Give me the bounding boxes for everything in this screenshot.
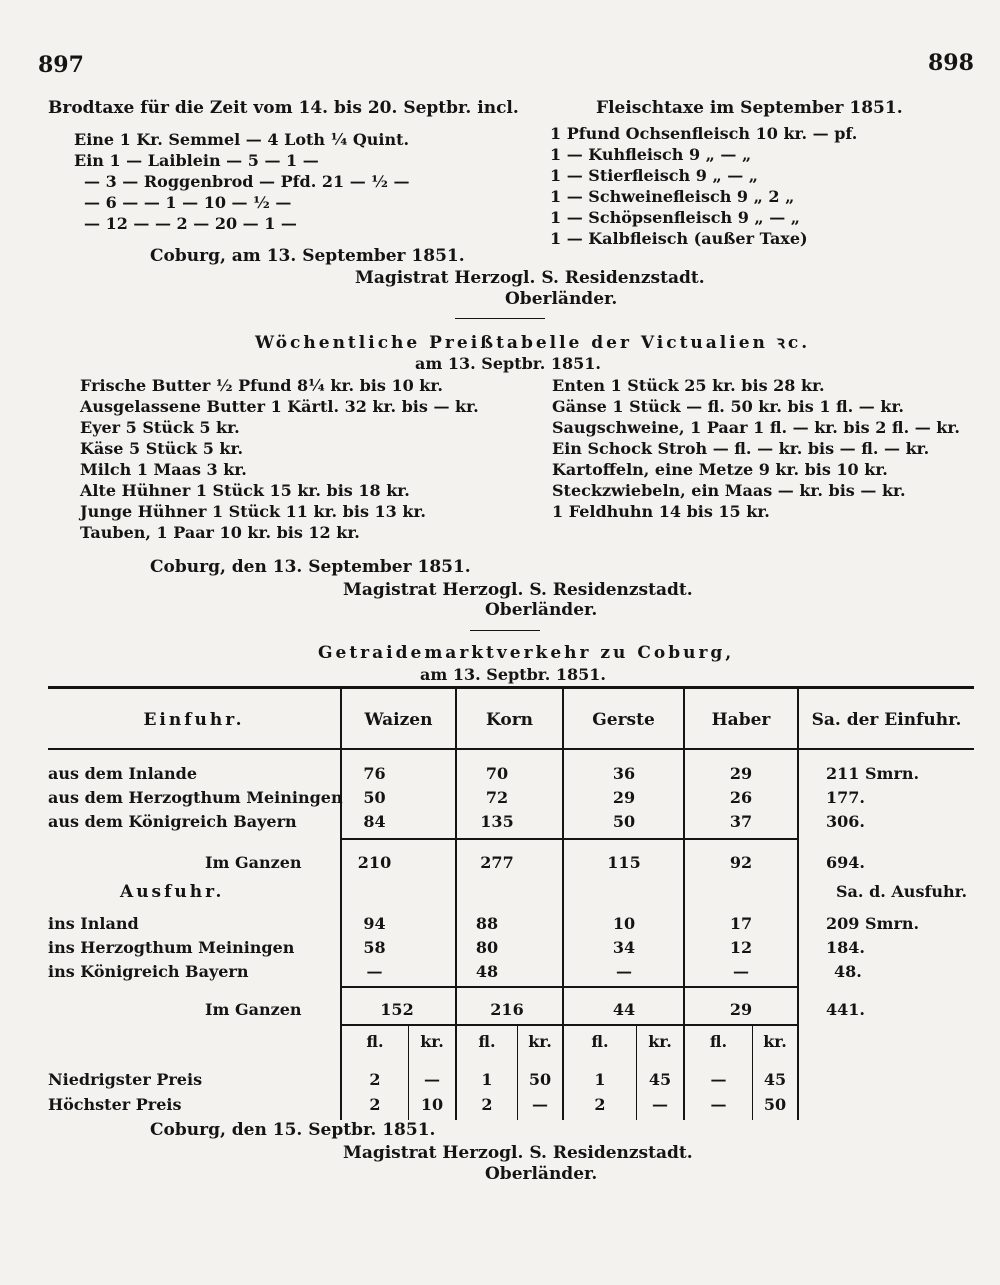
- table-column-rule: [562, 686, 564, 1120]
- section-separator: [455, 318, 545, 319]
- price-cell: 1: [594, 1070, 606, 1089]
- victualien-signature: Oberländer.: [485, 600, 598, 620]
- brodtaxe-title: Brodtaxe für die Zeit vom 14. bis 20. Septbr. incl.: [48, 98, 519, 118]
- cell-sum: 209 Smrn.: [826, 914, 920, 933]
- cell-gerste: 29: [612, 788, 636, 807]
- price-row-label: Niedrigster Preis: [48, 1070, 203, 1089]
- victualien-title: Wöchentliche Preißtabelle der Victualien ꝛc.: [255, 333, 811, 353]
- fleischtaxe-row: 1 — Schöpsenfleisch 9 „ — „: [550, 208, 800, 227]
- fleischtaxe-title: Fleischtaxe im September 1851.: [596, 98, 903, 118]
- victualien-place-date: Coburg, den 13. September 1851.: [150, 557, 471, 577]
- getraide-place-date: Coburg, den 15. Septbr. 1851.: [150, 1120, 436, 1140]
- cell-korn: 70: [485, 764, 509, 783]
- table-column-rule: [340, 686, 342, 1120]
- brodtaxe-row: Ein 1 — Laiblein — 5 — 1 —: [74, 151, 319, 170]
- victualien-left-item: Junge Hühner 1 Stück 11 kr. bis 13 kr.: [80, 502, 426, 521]
- getraide-title: Getraidemarktverkehr zu Coburg,: [318, 643, 735, 663]
- cell-korn: 216: [490, 1000, 524, 1019]
- price-cell: 2: [481, 1095, 493, 1114]
- table-top-rule: [48, 686, 974, 689]
- victualien-right-item: Steckzwiebeln, ein Maas — kr. bis — kr.: [552, 481, 906, 500]
- fleischtaxe-row: 1 — Schweinefleisch 9 „ 2 „: [550, 187, 795, 206]
- cell-sum: 306.: [826, 812, 865, 831]
- price-cell: —: [424, 1070, 440, 1089]
- price-cell: 50: [528, 1070, 552, 1089]
- victualien-right-item: Enten 1 Stück 25 kr. bis 28 kr.: [552, 376, 825, 395]
- cell-gerste: 10: [612, 914, 636, 933]
- subtotal-rule: [342, 986, 797, 988]
- cell-haber: 26: [729, 788, 753, 807]
- cell-haber: 29: [729, 1000, 753, 1019]
- victualien-left-item: Alte Hühner 1 Stück 15 kr. bis 18 kr.: [80, 481, 410, 500]
- cell-gerste: 36: [612, 764, 636, 783]
- price-cell: 1: [481, 1070, 493, 1089]
- victualien-right-item: Saugschweine, 1 Paar 1 fl. — kr. bis 2 fl. — kr.: [552, 418, 960, 437]
- table-column-rule: [455, 686, 457, 1120]
- cell-korn: 135: [480, 812, 514, 831]
- row-label: aus dem Herzogthum Meiningen: [48, 788, 343, 807]
- section-separator: [470, 630, 540, 631]
- victualien-right-item: Kartoffeln, eine Metze 9 kr. bis 10 kr.: [552, 460, 888, 479]
- cell-haber: 12: [729, 938, 753, 957]
- getraide-signature: Oberländer.: [485, 1164, 598, 1184]
- col-header-sum: Sa. der Einfuhr.: [811, 710, 962, 730]
- fleischtaxe-row: 1 Pfund Ochsenfleisch 10 kr. — pf.: [550, 124, 858, 143]
- victualien-left-item: Milch 1 Maas 3 kr.: [80, 460, 247, 479]
- cell-korn: 88: [475, 914, 499, 933]
- row-label: ins Königreich Bayern: [48, 962, 249, 981]
- cell-sum: 184.: [826, 938, 865, 957]
- cell-korn: 48: [475, 962, 499, 981]
- fleischtaxe-row: 1 — Kuhfleisch 9 „ — „: [550, 145, 752, 164]
- cell-gerste: 115: [607, 853, 641, 872]
- price-cell: —: [710, 1095, 727, 1114]
- cell-korn: 72: [485, 788, 509, 807]
- page-number-right: 898: [928, 50, 974, 76]
- row-label: ins Inland: [48, 914, 139, 933]
- unit-kr: kr.: [528, 1032, 552, 1051]
- victualien-left-item: Eyer 5 Stück 5 kr.: [80, 418, 240, 437]
- cell-gerste: 34: [612, 938, 636, 957]
- brodtaxe-row: — 12 — — 2 — 20 — 1 —: [84, 214, 297, 233]
- cell-waizen: 94: [363, 914, 386, 933]
- unit-kr: kr.: [648, 1032, 672, 1051]
- cell-waizen: 84: [363, 812, 386, 831]
- table-column-rule: [683, 686, 685, 1120]
- table-header-rule: [48, 748, 974, 750]
- fleischtaxe-row: 1 — Stierfleisch 9 „ — „: [550, 166, 758, 185]
- victualien-right-item: 1 Feldhuhn 14 bis 15 kr.: [552, 502, 770, 521]
- cell-sum: 441.: [826, 1000, 865, 1019]
- victualien-left-item: Frische Butter ½ Pfund 8¼ kr. bis 10 kr.: [80, 376, 443, 395]
- cell-sum: 177.: [826, 788, 865, 807]
- col-header-gerste: Gerste: [592, 710, 655, 730]
- cell-waizen: 50: [363, 788, 386, 807]
- price-cell: 10: [420, 1095, 444, 1114]
- cell-waizen: 152: [380, 1000, 414, 1019]
- row-label: aus dem Inlande: [48, 764, 198, 783]
- unit-fl: fl.: [478, 1032, 496, 1051]
- victualien-authority: Magistrat Herzogl. S. Residenzstadt.: [343, 580, 693, 600]
- cell-haber: 29: [729, 764, 753, 783]
- cell-korn: 277: [480, 853, 514, 872]
- ausfuhr-header: Ausfuhr.: [120, 882, 225, 902]
- brodtaxe-signature: Oberländer.: [505, 289, 618, 309]
- table-column-rule: [797, 686, 799, 1120]
- cell-haber: 37: [729, 812, 753, 831]
- price-cell: —: [710, 1070, 727, 1089]
- cell-korn: 80: [475, 938, 499, 957]
- victualien-right-item: Gänse 1 Stück — fl. 50 kr. bis 1 fl. — kr.: [552, 397, 904, 416]
- cell-haber: 92: [729, 853, 753, 872]
- ausfuhr-sum-header: Sa. d. Ausfuhr.: [836, 882, 968, 901]
- cell-haber: —: [733, 962, 749, 981]
- price-section-rule: [342, 1024, 797, 1026]
- cell-haber: 17: [729, 914, 753, 933]
- price-cell: —: [652, 1095, 668, 1114]
- col-header-haber: Haber: [711, 710, 771, 730]
- ausfuhr-total-label: Im Ganzen: [205, 1000, 302, 1019]
- cell-gerste: —: [616, 962, 632, 981]
- brodtaxe-authority: Magistrat Herzogl. S. Residenzstadt.: [355, 268, 705, 288]
- unit-fl: fl.: [591, 1032, 609, 1051]
- col-header-waizen: Waizen: [364, 710, 433, 730]
- row-label: ins Herzogthum Meiningen: [48, 938, 295, 957]
- getraide-date: am 13. Septbr. 1851.: [420, 665, 606, 684]
- row-label: aus dem Königreich Bayern: [48, 812, 297, 831]
- cell-waizen: 210: [357, 853, 392, 872]
- victualien-left-item: Käse 5 Stück 5 kr.: [80, 439, 244, 458]
- col-header-korn: Korn: [485, 710, 534, 730]
- price-row-label: Höchster Preis: [48, 1095, 182, 1114]
- price-cell: —: [532, 1095, 548, 1114]
- getraide-authority: Magistrat Herzogl. S. Residenzstadt.: [343, 1143, 693, 1163]
- cell-waizen: 76: [363, 764, 386, 783]
- cell-sum: 694.: [826, 853, 865, 872]
- page-number-left: 897: [38, 52, 84, 78]
- unit-kr: kr.: [763, 1032, 787, 1051]
- unit-fl: fl.: [709, 1032, 728, 1051]
- cell-sum: 211 Smrn.: [826, 764, 920, 783]
- brodtaxe-row: — 6 — — 1 — 10 — ½ —: [84, 193, 292, 212]
- fleischtaxe-row: 1 — Kalbfleisch (außer Taxe): [550, 229, 808, 248]
- brodtaxe-row: Eine 1 Kr. Semmel — 4 Loth ¼ Quint.: [74, 130, 410, 149]
- victualien-date: am 13. Septbr. 1851.: [415, 354, 601, 373]
- price-cell: 2: [369, 1070, 381, 1089]
- einfuhr-total-label: Im Ganzen: [205, 853, 302, 872]
- price-cell: 2: [369, 1095, 381, 1114]
- cell-gerste: 50: [612, 812, 636, 831]
- price-cell: 45: [648, 1070, 672, 1089]
- brodtaxe-row: — 3 — Roggenbrod — Pfd. 21 — ½ —: [84, 172, 410, 191]
- col-header-einfuhr: Einfuhr.: [143, 710, 245, 730]
- price-cell: 45: [763, 1070, 787, 1089]
- victualien-left-item: Ausgelassene Butter 1 Kärtl. 32 kr. bis — kr.: [80, 397, 479, 416]
- cell-waizen: 58: [363, 938, 386, 957]
- unit-kr: kr.: [420, 1032, 444, 1051]
- cell-gerste: 44: [612, 1000, 636, 1019]
- brodtaxe-place-date: Coburg, am 13. September 1851.: [150, 246, 465, 266]
- victualien-right-item: Ein Schock Stroh — fl. — kr. bis — fl. — kr.: [552, 439, 930, 458]
- victualien-left-item: Tauben, 1 Paar 10 kr. bis 12 kr.: [80, 523, 360, 542]
- unit-fl: fl.: [366, 1032, 384, 1051]
- cell-waizen: —: [366, 962, 383, 981]
- price-cell: 2: [594, 1095, 606, 1114]
- subtotal-rule: [342, 838, 797, 840]
- cell-sum: 48.: [834, 962, 862, 981]
- price-cell: 50: [763, 1095, 787, 1114]
